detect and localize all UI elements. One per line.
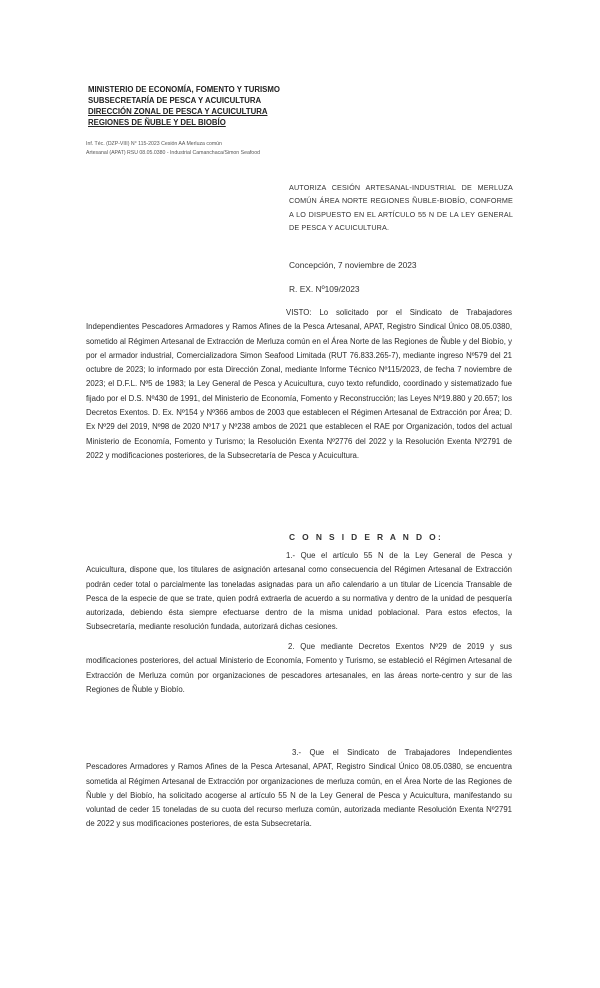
resolution-subject: AUTORIZA CESIÓN ARTESANAL-INDUSTRIAL DE MERLUZA COMÚN ÁREA NORTE REGIONES ÑUBLE-BIOBÍO, CONFORME A LO DISPUESTO EN EL ARTÍCULO 55 N DE LA LEY GENERAL DE PESCA Y ACUICULTURA. bbox=[289, 183, 513, 232]
letterhead-regiones: REGIONES DE ÑUBLE Y DEL BIOBÍO bbox=[88, 118, 226, 127]
letterhead-ministry: MINISTERIO DE ECONOMÍA, FOMENTO Y TURISMO bbox=[88, 85, 280, 94]
reference-line-1: Inf. Téc. (DZP-VIII) N° 115-2023 Cesión AA Merluza común bbox=[86, 141, 222, 147]
considerando-paragraph-1: 1.- Que el artículo 55 N de la Ley General de Pesca y Acuicultura, dispone que, los titulares de asignación artesanal como consecuencia del Régimen Artesanal de Extracción podrán ceder total o parcialmente las toneladas asignadas para un año calendario a un titular de Licencia Transable de Pesca de la especie de que se trate, quien podrá extraerla de acuerdo a su normativa y dentro de la unidad de pesquería autorizada, debiendo ésta siempre efectuarse dentro de la misma unidad poblacional. Para estos efectos, la Subsecretaría, mediante resolución fundada, autorizará dichas cesiones. bbox=[86, 551, 512, 632]
letterhead-direccion: DIRECCIÓN ZONAL DE PESCA Y ACUICULTURA bbox=[88, 107, 268, 116]
considerando-heading: C O N S I D E R A N D O: bbox=[289, 532, 444, 542]
letterhead bbox=[88, 84, 328, 128]
considerando-paragraph-2: 2. Que mediante Decretos Exentos Nº29 de 2019 y sus modificaciones posteriores, del actual Ministerio de Economía, Fomento y Turismo, se estableció el Régimen Artesanal de Extracción de Merluza común por organizaciones de pescadores artesanales, en las áreas norte-centro y sur de las Regiones de Ñuble y Biobío. bbox=[86, 642, 512, 694]
resolution-date: Concepción, 7 noviembre de 2023 bbox=[289, 260, 417, 270]
resolution-number: R. EX. Nº109/2023 bbox=[289, 284, 360, 294]
reference-line-2: Artesanal (APAT) RSU 08.05.0380 - Industrial Camanchaca/Simon Seafood bbox=[86, 150, 260, 156]
considerando-paragraph-3: 3.- Que el Sindicato de Trabajadores Independientes Pescadores Armadores y Ramos Afines de la Pesca Artesanal, APAT, Registro Sindical Único 08.05.0380, se encuentra sometida al Régimen Artesanal de Extracción por organizaciones de merluza común, en el Área Norte de las Regiones de Ñuble y del Biobío, ha solicitado acogerse al artículo 55 N de la Ley General de Pesca y Acuicultura, manifestando su voluntad de ceder 15 toneladas de su cuota del recurso merluza común, autorizada mediante Resolución Exenta Nº2791 de 2022 y sus modificaciones posteriores, de esta Subsecretaría. bbox=[86, 748, 512, 829]
visto-paragraph: VISTO: Lo solicitado por el Sindicato de Trabajadores Independientes Pescadores Armadores y Ramos Afines de la Pesca Artesanal, APAT, Registro Sindical Único 08.05.0380, sometido al Régimen Artesanal de Extracción de Merluza común en el Área Norte de las Regiones de Ñuble y del Biobío, y por el armador industrial, Comercializadora Simon Seafood Limitada (RUT 76.833.265-7), mediante ingreso Nº579 del 21 octubre de 2023; lo informado por esta Dirección Zonal, mediante Informe Técnico Nº115/2023, de fecha 7 noviembre de 2023; el D.F.L. Nº5 de 1983; la Ley General de Pesca y Acuicultura, cuyo texto refundido, coordinado y sistematizado fue fijado por el D.S. Nº430 de 1991, del Ministerio de Economía, Fomento y Reconstrucción; las Leyes Nº19.880 y 20.657; los Decretos Exentos. D. Ex. Nº154 y Nº366 ambos de 2003 que establecen el Régimen Artesanal de Extracción por Área; D. Ex Nº29 del 2019, Nº98 de 2020 Nº17 y Nº238 ambos de 2021 que establecen el RAE por Organización, todos del actual Ministerio de Economía, Fomento y Turismo; la Resolución Exenta Nº2776 del 2022 y la Resolución Exenta Nº2791 de 2022 y modificaciones posteriores, de la Subsecretaría de Pesca y Acuicultura. bbox=[86, 308, 512, 460]
letterhead-subsecretaria: SUBSECRETARÍA DE PESCA Y ACUICULTURA bbox=[88, 96, 262, 105]
reference-note bbox=[86, 140, 316, 158]
